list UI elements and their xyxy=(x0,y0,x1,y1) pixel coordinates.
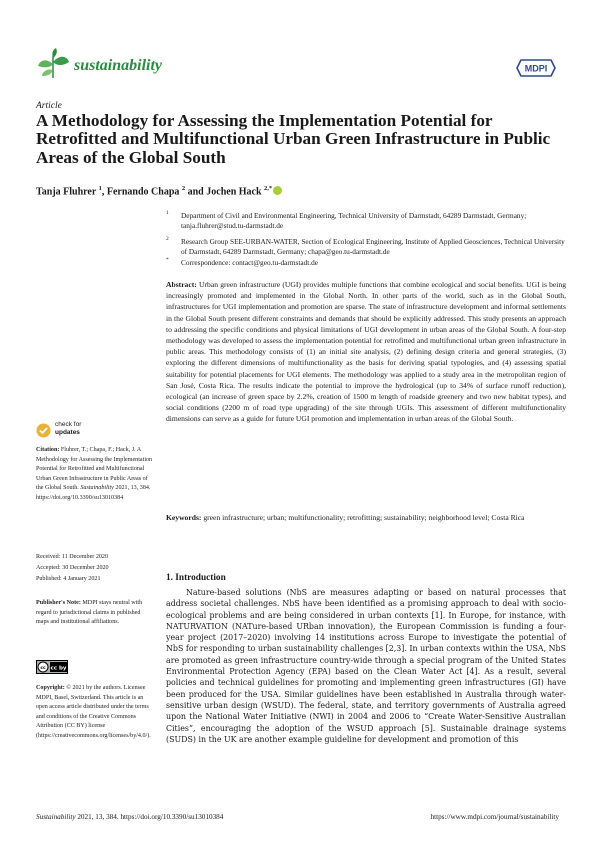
journal-name[interactable]: sustainability xyxy=(74,57,163,74)
affiliation: 1 Department of Civil and Environmental Engineering, Technical University of Darmstadt, 64289 Darmstadt, Germany; tanja.fluhrer@stud.tu-darmstadt.de xyxy=(166,210,527,230)
received-date: Received: 11 December 2020 xyxy=(36,554,109,560)
published-date: Published: 4 January 2021 xyxy=(36,576,101,582)
check-for-updates-label[interactable]: check for updates xyxy=(55,421,82,436)
paper-title: A Methodology for Assessing the Implementation Potential for Retrofitted and Multifunctional Urban Green Infrastructure in Public Areas of the Global South xyxy=(36,111,551,167)
copyright: Copyright: © 2021 by the authors. Licensee MDPI, Basel, Switzerland. This article is an open access article distributed under the terms and conditions of the Creative Commons Attribution (CC BY) license (https://creativecommons.org/licenses/by/4.0/). xyxy=(36,685,151,739)
correspondence: * Correspondence: contact@geo.tu-darmstadt.de xyxy=(166,257,319,267)
author-name[interactable]: Fernando Chapa xyxy=(106,186,180,198)
orcid-icon[interactable] xyxy=(273,186,282,195)
citation: Citation: Fluhrer, T.; Chapa, F.; Hack, J. A Methodology for Assessing the Implementation Potential for Retrofitted and Multifunctional Urban Green Infrastructure in Public Areas of the Global South. Sustainability 2021, 13, 384. https://doi.org/10.3390/su13010384 xyxy=(36,447,153,501)
intro-paragraph: Nature-based solutions (NbS are measures adapting or based on natural processes that address societal challenges. NbS have been identified as a promising approach to deal with socio-ecological problems and are being considered in urban contexts [1]. In Europe, for instance, with NATURVATION (NATure-based URban innovation), the European Commission is funding a four-year project (2017–2020) involving 14 institutions across Europe to investigate the potential of NbS for responding to urban sustainability challenges [2,3]. In urban contexts within the USA, NbS are promoted as green infrastructure country-wide through a special program of the United States Environmental Protection Agency (EPA) based on the Clean Water Act [4]. As a result, several policies and technical guidelines for promoting and implementing green infrastructures (GI) have been produced for the USA. Similar guidelines have been established in Australia through water-sensitive urban design (WSUD). The federal, state, and territory governments of Australia agreed upon the National Water Initiative (NWI) in 2004 and 2006 to “Create Water-Sensitive Australian Cities”, encouraging the adoption of the WSUD approach [5]. Sustainable drainage systems (SUDS) in the UK are another example guideline for development and promotion of this xyxy=(166,588,566,744)
author-list: Tanja Fluhrer $^1$, Fernando Chapa $^2$ and Jochen Hack $^{2,*}$ xyxy=(36,185,282,197)
accepted-date: Accepted: 30 December 2020 xyxy=(36,565,109,571)
keywords: Keywords: green infrastructure; urban; multifunctionality; retrofitting; sustainability; neighborhood level; Costa Rica xyxy=(166,513,525,522)
svg-text:cc by: cc by xyxy=(50,665,67,672)
author-name[interactable]: Jochen Hack xyxy=(206,186,262,198)
check-for-updates-icon[interactable] xyxy=(36,423,51,438)
mdpi-logo[interactable] xyxy=(515,57,557,79)
affiliation: 2 Research Group SEE-URBAN-WATER, Section of Ecological Engineering, Institute of Applied Geosciences, Technical University of Darmstadt, 64289 Darmstadt, Germany; chapa@geo.tu-darmstadt.de xyxy=(166,236,565,256)
author-name[interactable]: Tanja Fluhrer xyxy=(36,186,97,198)
leaf-icon xyxy=(36,48,70,82)
publisher-note: Publisher's Note: MDPI stays neutral with regard to jurisdictional claims in published maps and institutional affiliations. xyxy=(36,600,143,626)
footer-journal-url[interactable]: https://www.mdpi.com/journal/sustainability xyxy=(430,813,559,821)
footer-citation: Sustainability 2021, 13, 384. https://doi.org/10.3390/su13010384 xyxy=(36,813,224,821)
section-heading: 1. Introduction xyxy=(166,573,226,583)
abstract: Abstract: Urban green infrastructure (UGI) provides multiple functions that combine ecological and social benefits. UGI is being increasingly promoted and implemented in the Global North. In other parts of the world, such as in the Global South, infrastructures for UGI implementation and promotion are sparse. The state of infrastructure development and informal settlements in the Global South present different constraints and demands that should be explicitly addressed. This study presents an approach to addressing the specific conditions and physical limitations of UGI development in urban areas of the Global South. A four-step methodology was developed to assess the implementation potential for retrofitted and multifunctional urban green infrastructure in public areas. This methodology consists of (1) an initial site analysis, (2) defining design criteria and general strategies, (3) exploring the different dimensions of multifunctionality as the basis for deriving spatial typologies, and (4) assessing spatial suitability for potential placements for UGI elements. The methodology was applied to a study area in the metropolitan region of San José, Costa Rica. The results indicate the potential to improve the hydrological (up to 34% of surface runoff reduction), ecological (an increase of green space by 2.2%, creation of 1500 m length of roadside greenery and two new habitat types), and social conditions (2200 m of road type upgrading) of the site through UGIs. This assessment of different multifunctionality dimensions can serve as a guide for future UGI promotion and implementation in urban areas of the Global South. xyxy=(166,280,566,424)
svg-text:cc: cc xyxy=(40,666,46,671)
article-type: Article xyxy=(36,101,62,111)
mdpi-logo-text: MDPI xyxy=(524,63,548,74)
cc-by-license-icon[interactable] xyxy=(36,660,68,674)
